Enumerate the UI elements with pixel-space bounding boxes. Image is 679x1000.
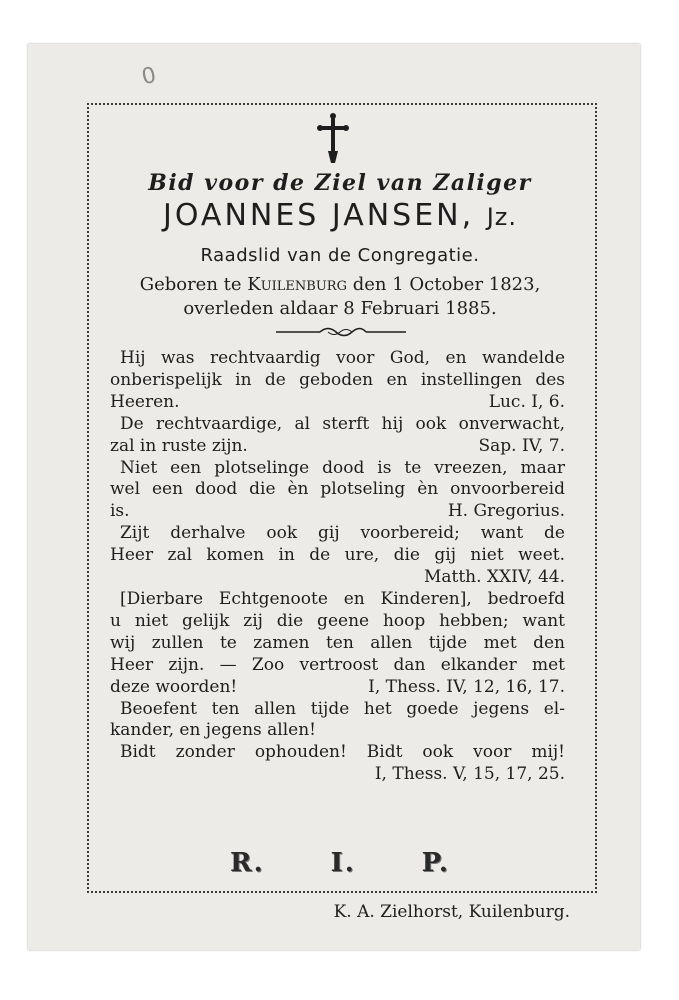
- printer-imprint: K. A. Zielhorst, Kuilenburg.: [333, 902, 570, 922]
- text-line: Hij was rechtvaardig voor God, en wandelde: [120, 348, 565, 368]
- text-line: kander, en jegens allen!: [110, 720, 317, 741]
- text-line: [110, 677, 565, 699]
- scripture-reference: Sap. IV, 7.: [478, 435, 565, 456]
- text-line: Niet een plotselinge dood is te vreezen, maar: [120, 457, 565, 478]
- text-line: Beoefent ten allen tijde het goede jegens el-: [120, 698, 565, 719]
- text-line: Zijt derhalve ook gij voorbereid; want de: [120, 523, 565, 544]
- birth-date: den 1 October 1823,: [346, 274, 541, 295]
- text-line: Heer zal komen in de ure, die gij niet weet.: [110, 545, 565, 566]
- text-line: [Dierbare Echtgenoote en Kinderen], bedroefd: [120, 588, 565, 609]
- text-line: onberispelijk in de geboden en instellingen des: [110, 369, 565, 390]
- text-fragment: is.: [110, 501, 130, 522]
- death-line: overleden aldaar 8 Februari 1885.: [183, 298, 497, 319]
- text-fragment: deze woorden!: [110, 676, 238, 697]
- initial-letter: P.: [421, 848, 450, 878]
- deceased-name: [100, 198, 580, 233]
- text-line: wij zullen te zamen ten allen tijde met den: [110, 632, 565, 653]
- birth-place: Kuilenburg: [247, 274, 347, 295]
- birth-line: [100, 274, 580, 295]
- cross-icon: [316, 113, 350, 167]
- text-line: [110, 392, 565, 414]
- text-line: [110, 501, 565, 523]
- scripture-reference: H. Gregorius.: [447, 501, 565, 522]
- text-line: Heer zijn. — Zoo vertroost dan elkander met: [110, 654, 565, 675]
- scripture-reference: I, Thess. V, 15, 17, 25.: [374, 764, 565, 785]
- text-line: wel een dood die èn plotseling èn onvoorbereid: [110, 479, 565, 500]
- text-line: u niet gelijk zij die geene hoop hebben; want: [110, 610, 565, 631]
- scripture-text: [110, 348, 565, 786]
- deceased-role: Raadslid van de Congregatie.: [200, 245, 480, 266]
- text-line: [110, 436, 565, 458]
- birth-prefix: Geboren te: [139, 274, 248, 295]
- ornamental-divider: [276, 325, 406, 339]
- deceased-name-main: JOANNES JANSEN,: [163, 198, 475, 233]
- scripture-reference: Matth. XXIV, 44.: [423, 567, 565, 588]
- scripture-reference: I, Thess. IV, 12, 16, 17.: [368, 676, 565, 697]
- text-line: De rechtvaardige, al sterft hij ook onverwacht,: [120, 413, 565, 434]
- pencil-annotation: 0: [139, 62, 159, 91]
- prayer-heading: Bid voor de Ziel van Zaliger: [148, 170, 532, 196]
- rip-initials: [230, 848, 450, 878]
- text-line: Bidt zonder ophouden! Bidt ook voor mij!: [120, 742, 565, 763]
- text-fragment: Heeren.: [110, 391, 180, 412]
- initial-letter: I.: [330, 848, 356, 878]
- text-fragment: zal in ruste zijn.: [110, 435, 248, 456]
- initial-letter: R.: [230, 848, 265, 878]
- scripture-reference: Luc. I, 6.: [488, 391, 565, 412]
- deceased-name-suffix: Jz.: [486, 203, 517, 231]
